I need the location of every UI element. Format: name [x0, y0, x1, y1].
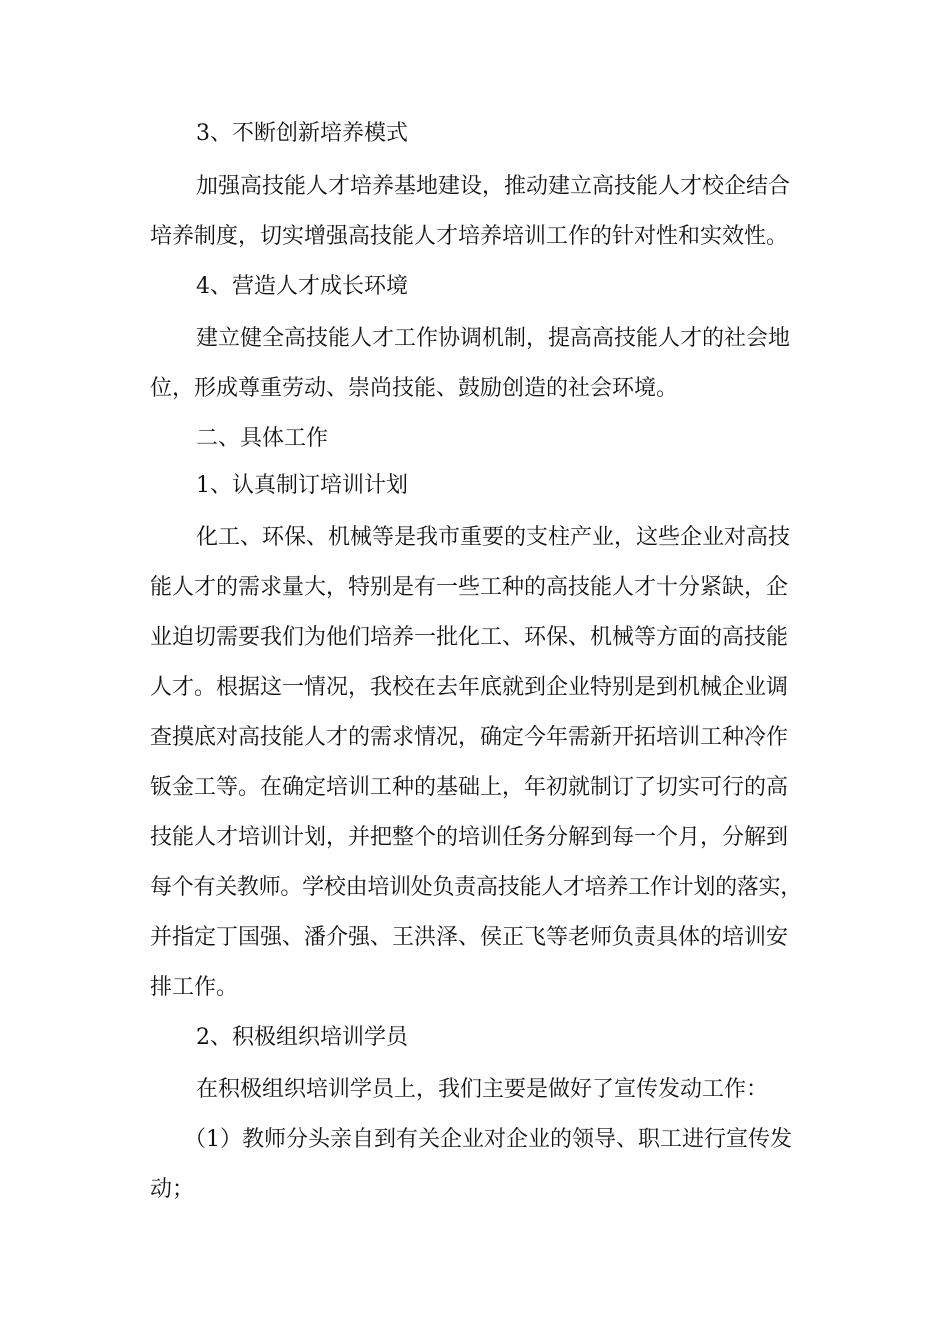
heading-4: 4、营造人才成长环境	[196, 274, 408, 299]
paragraph-line: 钣金工等。在确定培训工种的基础上，年初就制订了切实可行的高	[150, 775, 789, 800]
paragraph-line: 动；	[150, 1177, 195, 1202]
paragraph-line: 加强高技能人才培养基地建设，推动建立高技能人才校企结合	[196, 174, 791, 199]
paragraph-line: 化工、环保、机械等是我市重要的支柱产业，这些企业对高技	[196, 525, 791, 550]
paragraph-line: 并指定丁国强、潘介强、王洪泽、侯正飞等老师负责具体的培训安	[150, 925, 789, 950]
paragraph-line: 每个有关教师。学校由培训处负责高技能人才培养工作计划的落实，	[150, 875, 803, 900]
heading-1: 1、认真制订培训计划	[196, 473, 408, 498]
paragraph-line: 培养制度，切实增强高技能人才培养培训工作的针对性和实效性。	[150, 224, 789, 249]
paragraph-line: 位，形成尊重劳动、崇尚技能、鼓励创造的社会环境。	[150, 376, 679, 401]
paragraph-line: （1）教师分头亲自到有关企业对企业的领导、职工进行宣传发	[184, 1127, 792, 1152]
paragraph-line: 人才。根据这一情况，我校在去年底就到企业特别是到机械企业调	[150, 675, 789, 700]
paragraph-line: 排工作。	[150, 975, 239, 1000]
paragraph-line: 查摸底对高技能人才的需求情况，确定今年需新开拓培训工种冷作	[150, 725, 789, 750]
paragraph-line: 能人才的需求量大，特别是有一些工种的高技能人才十分紧缺，企	[150, 575, 789, 600]
paragraph-line: 在积极组织培训学员上，我们主要是做好了宣传发动工作：	[196, 1077, 769, 1102]
paragraph-line: 技能人才培训计划，并把整个的培训任务分解到每一个月，分解到	[150, 825, 789, 850]
heading-2: 2、积极组织培训学员	[196, 1025, 408, 1050]
heading-3: 3、不断创新培养模式	[196, 121, 408, 146]
paragraph-line: 业迫切需要我们为他们培养一批化工、环保、机械等方面的高技能	[150, 625, 789, 650]
paragraph-line: 建立健全高技能人才工作协调机制，提高高技能人才的社会地	[196, 326, 791, 351]
section-heading: 二、具体工作	[196, 426, 329, 451]
